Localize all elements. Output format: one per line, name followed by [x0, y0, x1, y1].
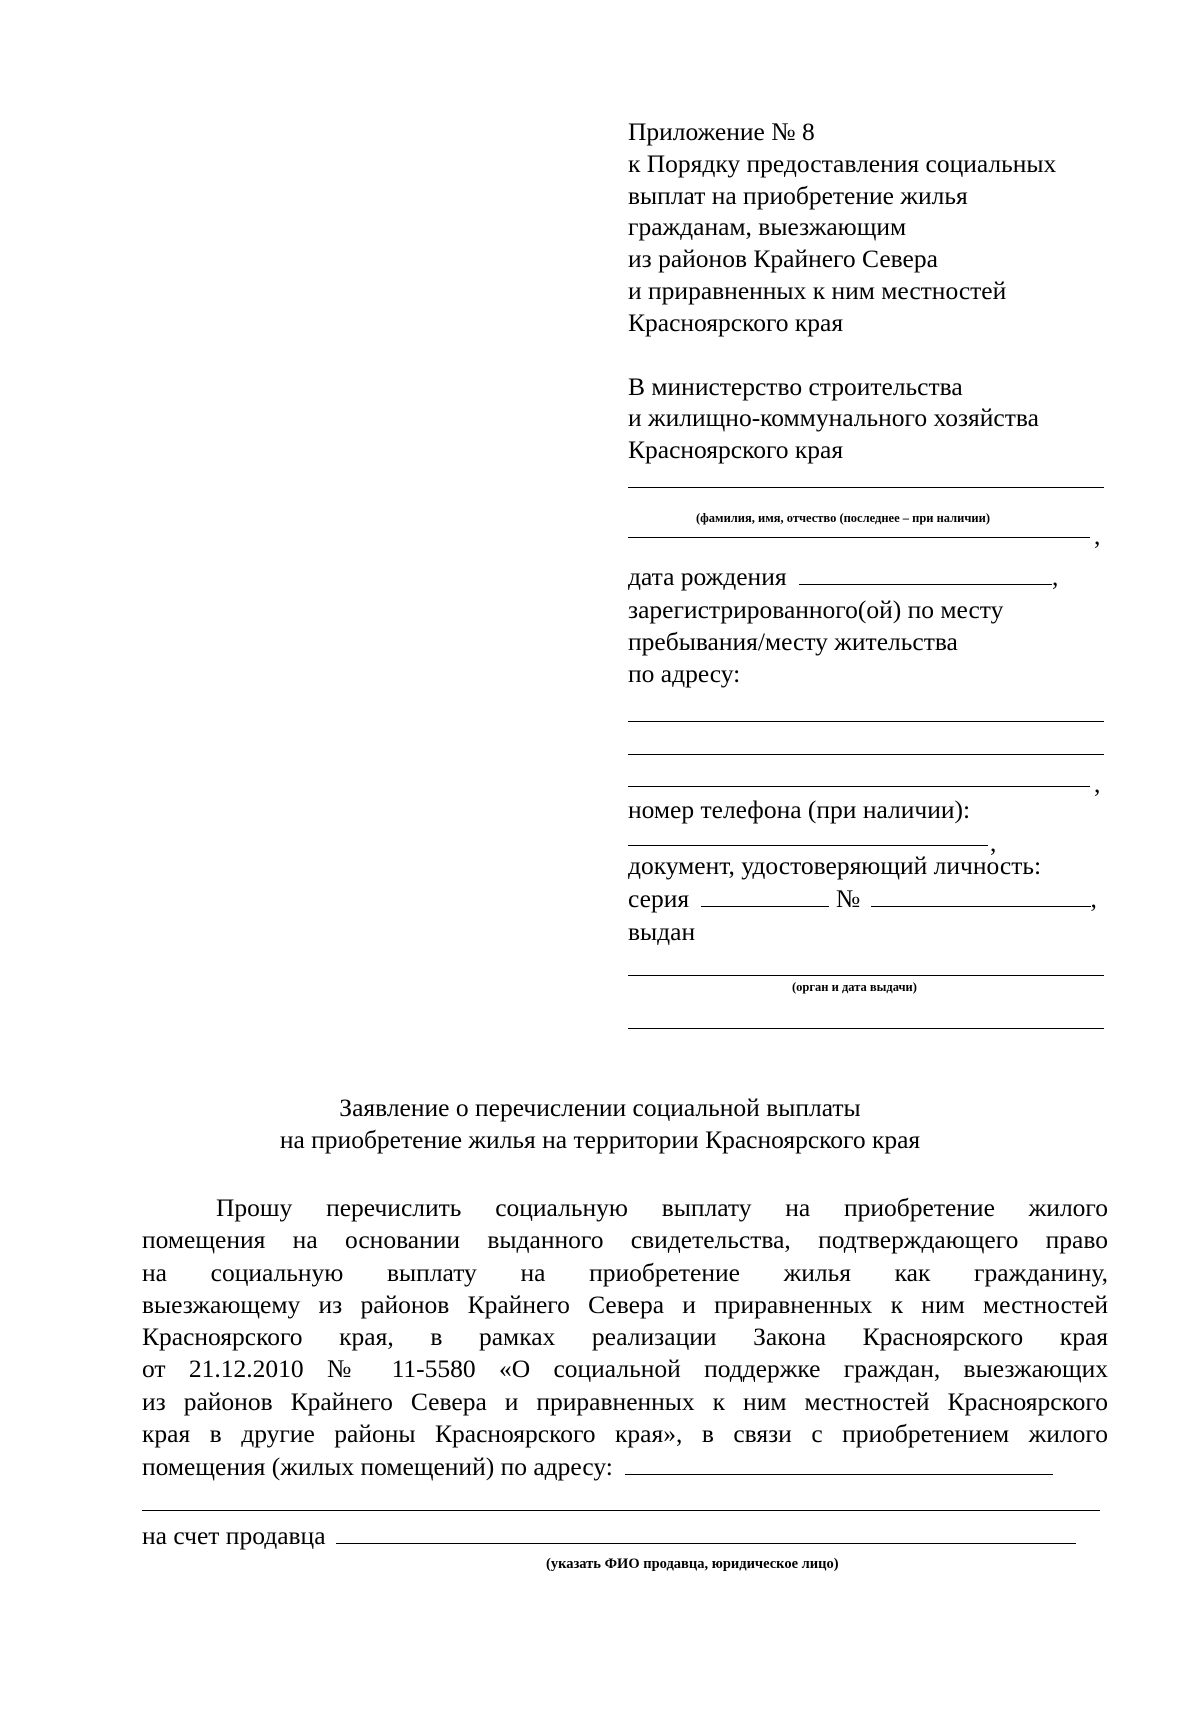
id-doc-label: документ, удостоверяющий личность: [628, 851, 1042, 880]
body-line: из районов Крайнего Севера и приравненных к ним местностей Красноярского [142, 1386, 1108, 1416]
registered-line: зарегистрированного(ой) по месту [628, 595, 1004, 624]
registered-line: по адресу: [628, 659, 741, 688]
title-line-2: на приобретение жилья на территории Красноярского края [279, 1125, 921, 1154]
comma: , [1051, 562, 1059, 591]
phone-label: номер телефона (при наличии): [628, 795, 971, 824]
comma: , [1094, 769, 1101, 798]
application-body [142, 1192, 1108, 1450]
issued-label: выдан [628, 917, 696, 946]
body-line: помещения на основании выданного свидетельства, подтверждающего право [142, 1225, 1108, 1255]
birth-date-row [628, 561, 1058, 593]
appendix-line: Приложение № 8 [628, 117, 815, 146]
number-label: № [835, 884, 861, 913]
property-address-field-2[interactable] [142, 1510, 1100, 1511]
address-row [142, 1451, 1053, 1483]
property-address-label: помещения (жилых помещений) по адресу: [142, 1452, 613, 1481]
seller-caption: (указать ФИО продавца, юридическое лицо) [546, 1556, 839, 1572]
comma: , [990, 828, 997, 857]
application-title [0, 1092, 1200, 1156]
body-line: на социальную выплату на приобретение жилья как гражданину, [142, 1257, 1108, 1287]
addressee-line: и жилищно-коммунального хозяйства [628, 403, 1039, 433]
addressee-line: Красноярского края [628, 435, 844, 465]
issued-field-line[interactable] [628, 975, 1104, 976]
title-line-1: Заявление о перечислении социальной выплаты [339, 1093, 861, 1122]
seller-row [142, 1520, 1076, 1552]
property-address-field[interactable] [625, 1452, 1053, 1475]
id-doc-series-row [628, 883, 1097, 915]
phone-field-line[interactable] [628, 845, 988, 846]
fio-caption: (фамилия, имя, отчество (последнее – при наличии) [696, 511, 990, 525]
series-label: серия [628, 884, 690, 913]
address-field-line-2[interactable] [628, 754, 1104, 755]
issued-field-line-2[interactable] [628, 1028, 1104, 1029]
body-line: Красноярского края, в рамках реализации Закона Красноярского края [142, 1322, 1108, 1352]
body-line: от 21.12.2010 № 11-5580 «О социальной поддержке граждан, выезжающих [142, 1354, 1108, 1384]
body-line-text: Прошу перечислить социальную выплату на приобретение жилого [216, 1193, 1108, 1222]
seller-field[interactable] [336, 1521, 1076, 1544]
appendix-header [628, 116, 1108, 466]
comma: , [1094, 521, 1101, 550]
appendix-line: к Порядку предоставления социальных [628, 148, 1057, 178]
birth-date-field[interactable] [799, 562, 1052, 585]
body-line: края в другие районы Красноярского края», в связи с приобретением жилого [142, 1419, 1108, 1449]
fio-field-line[interactable] [628, 487, 1104, 488]
fio-field-line-2[interactable] [628, 537, 1090, 538]
appendix-line: выплат на приобретение жилья [628, 180, 968, 210]
registered-line: пребывания/месту жительства [628, 627, 958, 656]
birth-date-label: дата рождения [628, 562, 787, 591]
body-line [142, 1192, 1108, 1224]
appendix-line: Красноярского края [628, 307, 844, 337]
body-line: выезжающему из районов Крайнего Севера и приравненных к ним местностей [142, 1289, 1108, 1319]
appendix-line: и приравненных к ним местностей [628, 275, 1007, 305]
appendix-line: гражданам, выезжающим [628, 212, 907, 242]
address-field-line-1[interactable] [628, 721, 1104, 722]
address-field-line-3[interactable] [628, 786, 1090, 787]
number-field[interactable] [871, 884, 1091, 907]
appendix-line: из районов Крайнего Севера [628, 244, 938, 274]
seller-label: на счет продавца [142, 1521, 326, 1550]
issued-caption: (орган и дата выдачи) [792, 980, 917, 994]
spacer [628, 339, 1108, 371]
series-field[interactable] [701, 884, 829, 907]
comma: , [1090, 884, 1097, 913]
addressee-line: В министерство строительства [628, 371, 963, 401]
